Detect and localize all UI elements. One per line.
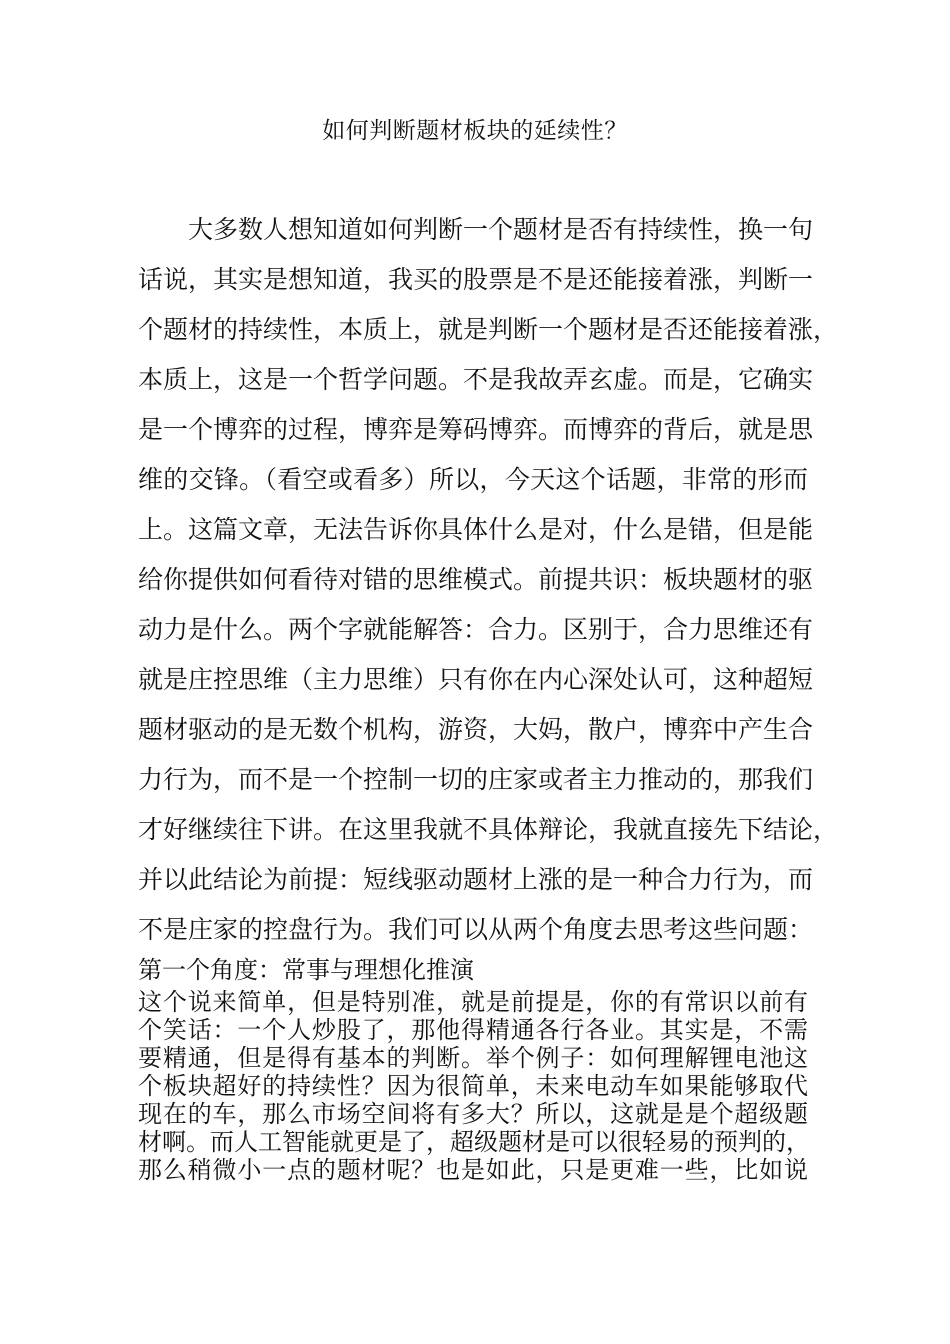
paragraph-line: 个板块超好的持续性？因为很简单，未来电动车如果能够取代	[138, 1072, 808, 1100]
paragraph-line: 要精通，但是得有基本的判断。举个例子：如何理解锂电池这	[138, 1044, 808, 1072]
paragraph-line: 才好继续往下讲。在这里我就不具体辩论，我就直接先下结论，	[138, 815, 839, 844]
page-title: 如何判断题材板块的延续性？	[322, 118, 628, 144]
paragraph-line: 就是庄控思维（主力思维）只有你在内心深处认可，这种超短	[138, 665, 814, 694]
paragraph-line: 力行为，而不是一个控制一切的庄家或者主力推动的，那我们	[138, 765, 814, 794]
paragraph-line: 给你提供如何看待对错的思维模式。前提共识：板块题材的驱	[138, 565, 814, 594]
paragraph-line: 上。这篇文章，无法告诉你具体什么是对，什么是错，但是能	[138, 515, 814, 544]
paragraph-2	[138, 988, 808, 1184]
paragraph-1	[138, 205, 839, 955]
paragraph-line: 动力是什么。两个字就能解答：合力。区别于，合力思维还有	[138, 615, 814, 644]
paragraph-line: 不是庄家的控盘行为。我们可以从两个角度去思考这些问题：	[138, 915, 814, 944]
paragraph-line: 个笑话：一个人炒股了，那他得精通各行各业。其实是，不需	[138, 1016, 808, 1044]
paragraph-line: 那么稍微小一点的题材呢？也是如此，只是更难一些，比如说	[138, 1156, 808, 1184]
paragraph-line: 题材驱动的是无数个机构，游资，大妈，散户，博弈中产生合	[138, 715, 814, 744]
paragraph-line: 话说，其实是想知道，我买的股票是不是还能接着涨，判断一	[138, 265, 814, 294]
paragraph-line: 本质上，这是一个哲学问题。不是我故弄玄虚。而是，它确实	[138, 365, 814, 394]
paragraph-line: 并以此结论为前提：短线驱动题材上涨的是一种合力行为，而	[138, 865, 814, 894]
paragraph-line: 是一个博弈的过程，博弈是筹码博弈。而博弈的背后，就是思	[138, 415, 814, 444]
paragraph-line: 个题材的持续性，本质上，就是判断一个题材是否还能接着涨，	[138, 315, 839, 344]
section-heading: 第一个角度：常事与理想化推演	[138, 956, 474, 984]
paragraph-line: 这个说来简单，但是特别准，就是前提是，你的有常识以前有	[138, 988, 808, 1016]
paragraph-line: 材啊。而人工智能就更是了，超级题材是可以很轻易的预判的，	[138, 1128, 810, 1156]
paragraph-line: 现在的车，那么市场空间将有多大？所以，这就是是个超级题	[138, 1100, 808, 1128]
paragraph-line: 大多数人想知道如何判断一个题材是否有持续性，换一句	[188, 215, 814, 244]
paragraph-line: 维的交锋。（看空或看多）所以，今天这个话题，非常的形而	[138, 465, 808, 494]
